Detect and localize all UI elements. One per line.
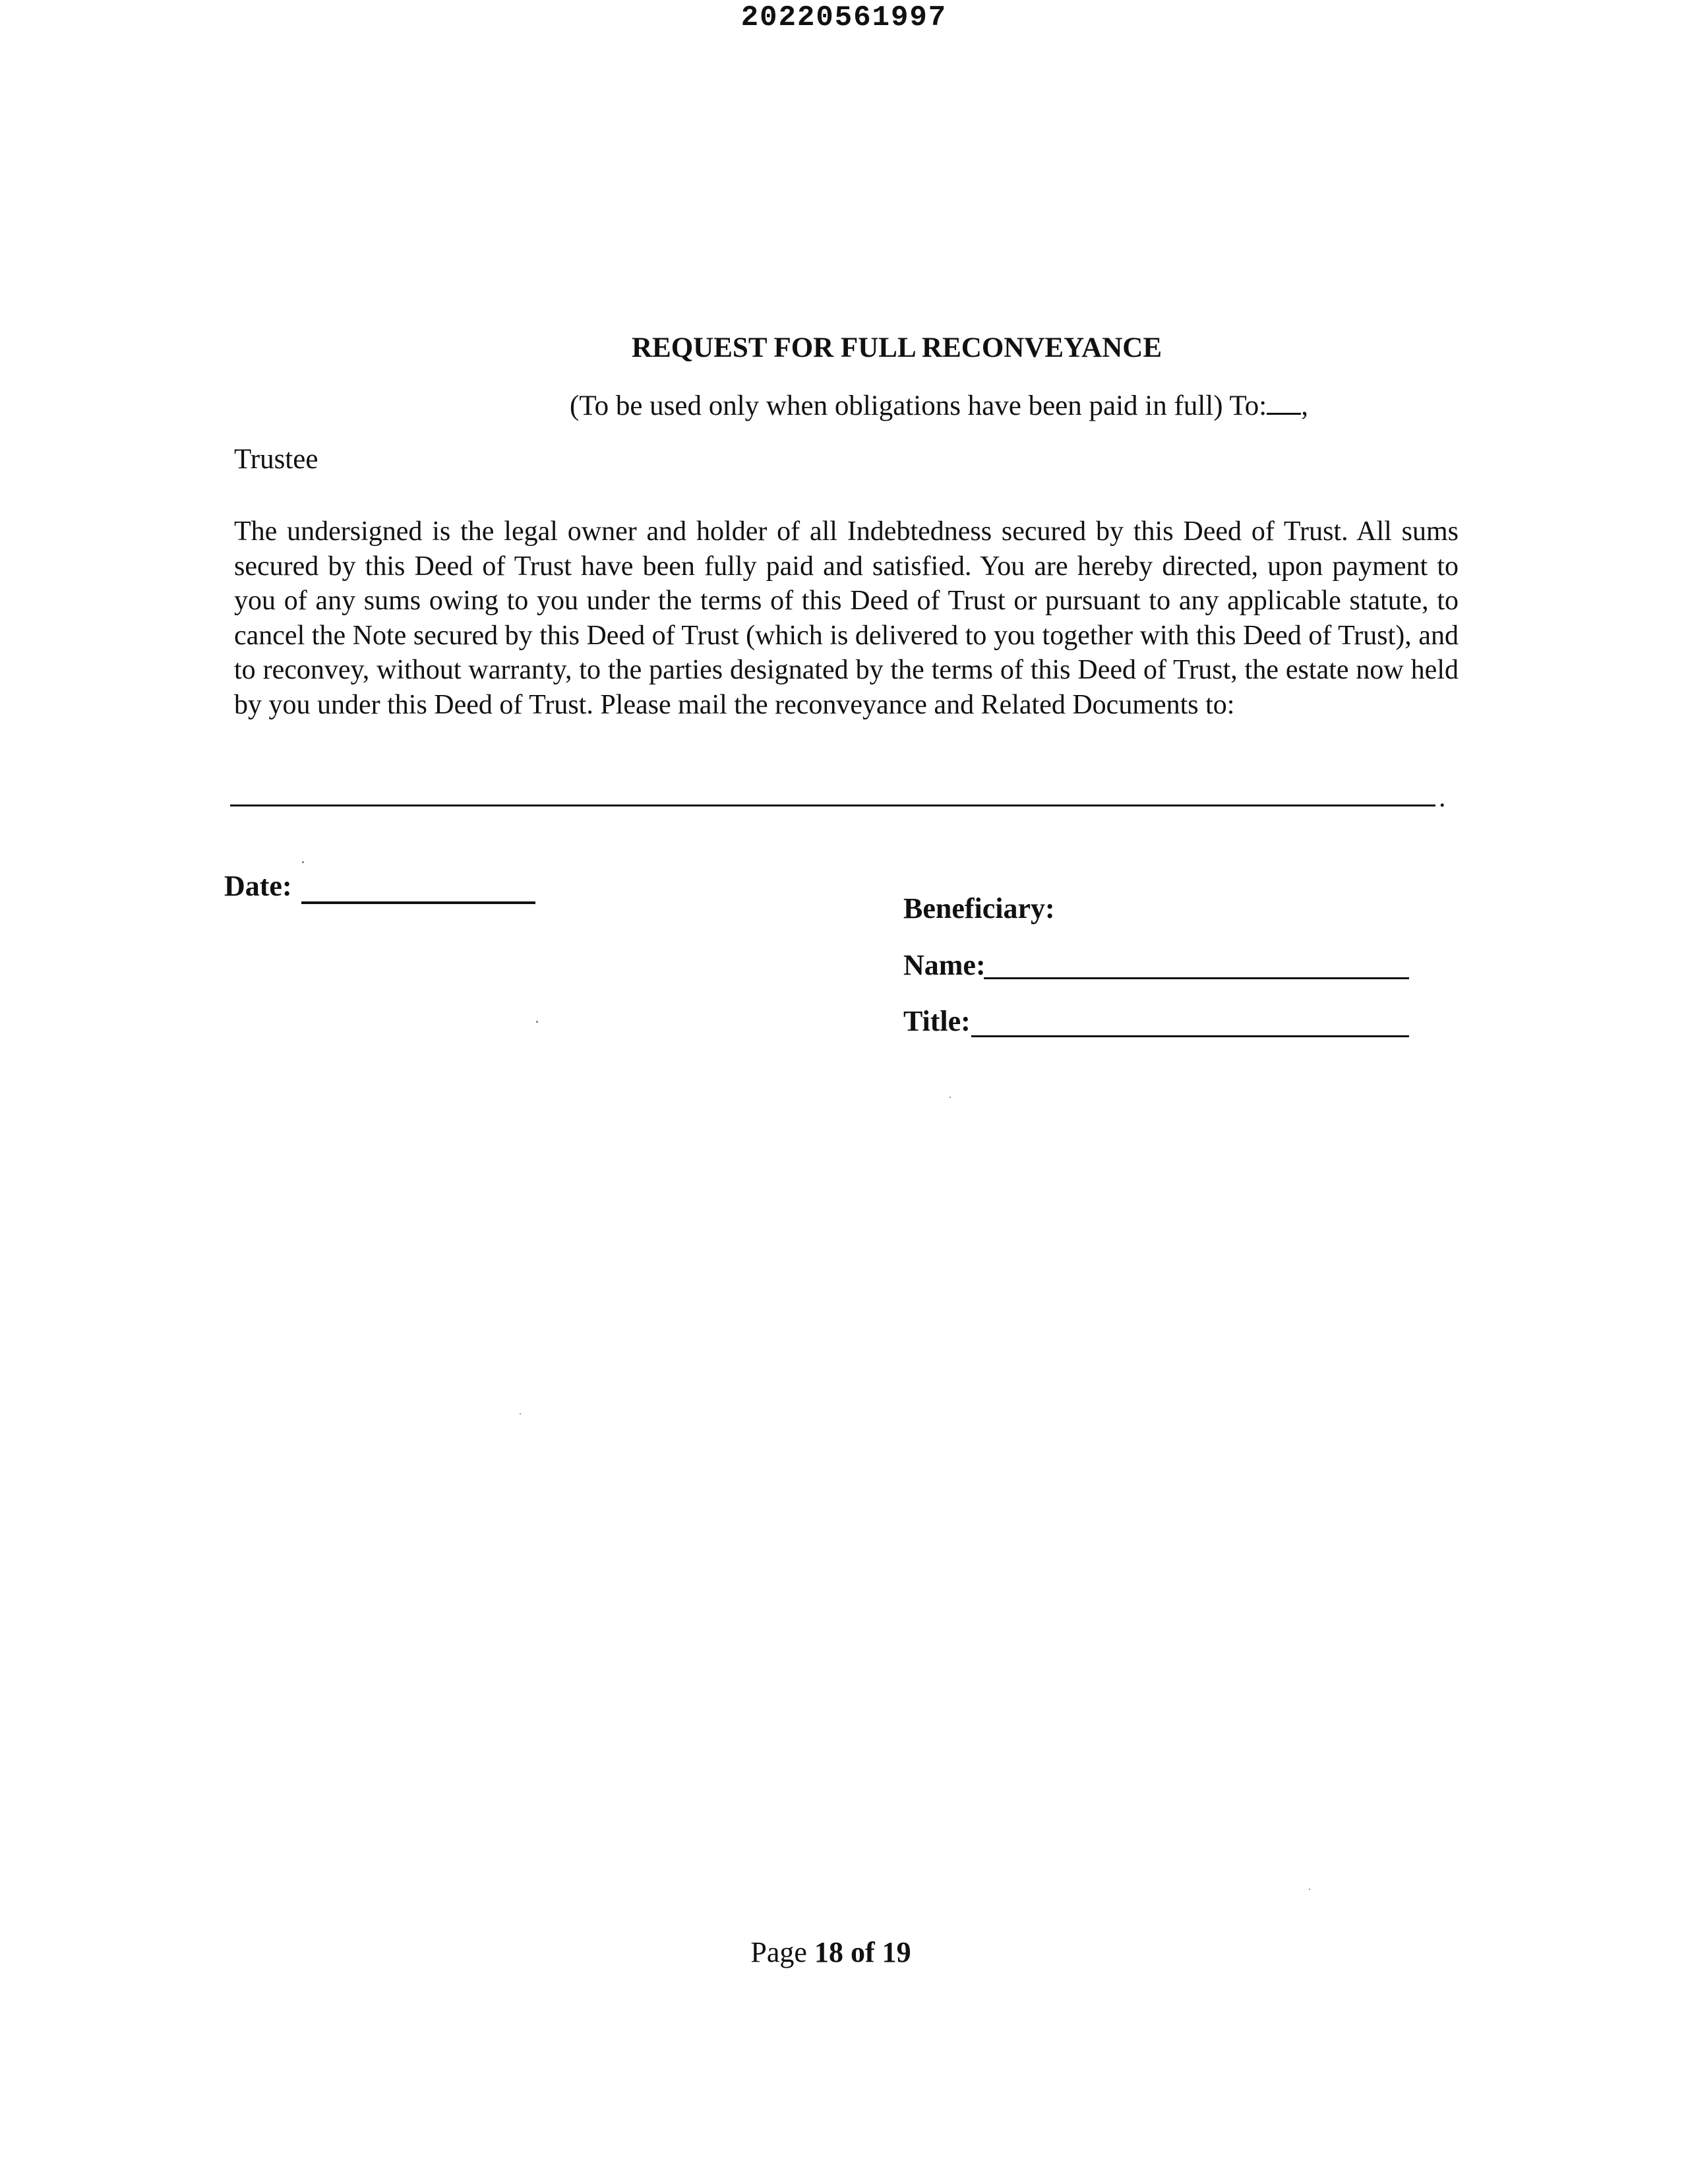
form-title: REQUEST FOR FULL RECONVEYANCE	[631, 332, 1162, 363]
page-total: 19	[882, 1936, 911, 1968]
body-paragraph: The undersigned is the legal owner and holder of all Indebtedness secured by this Deed of Trust. All sums secured by this Deed of Trust have been fully paid and satisfied. You are hereby directed, upon payment to you of any sums owing to you under the terms of this Deed of Trust or pursuant to any applicable statute, to cancel the Note secured by this Deed of Trust (which is delivered to you together with this Deed of Trust), and to reconvey, without warranty, to the parties designated by the terms of this Deed of Trust, the estate now held by you under this Deed of Trust. Please mail the reconveyance and Related Documents to:	[234, 516, 1459, 720]
beneficiary-label: Beneficiary:	[903, 892, 1055, 925]
name-signature-line	[984, 977, 1409, 979]
page-current: 18	[814, 1936, 843, 1968]
trustee-label: Trustee	[234, 444, 318, 475]
date-label: Date:	[224, 870, 292, 902]
name-label: Name:	[903, 949, 986, 981]
mailing-address-line	[230, 804, 1435, 806]
scan-speck	[536, 1021, 538, 1023]
title-signature-line	[971, 1035, 1409, 1037]
page-footer	[0, 1935, 1662, 1969]
form-subtitle	[570, 390, 1308, 422]
document-number: 20220561997	[740, 1, 948, 34]
date-signature-line	[301, 901, 535, 904]
of-word: of	[850, 1936, 875, 1968]
subtitle-suffix: ,	[1301, 390, 1308, 421]
page-word: Page	[750, 1936, 807, 1968]
title-label: Title:	[903, 1005, 971, 1037]
subtitle-text: (To be used only when obligations have been paid in full) To:	[570, 390, 1267, 421]
scan-speck	[302, 861, 304, 863]
scan-speck	[950, 1097, 951, 1098]
mailing-line-period: .	[1439, 783, 1446, 813]
scan-speck	[520, 1413, 521, 1414]
scan-speck	[1309, 1889, 1310, 1890]
trustee-name-blank	[1267, 412, 1301, 415]
